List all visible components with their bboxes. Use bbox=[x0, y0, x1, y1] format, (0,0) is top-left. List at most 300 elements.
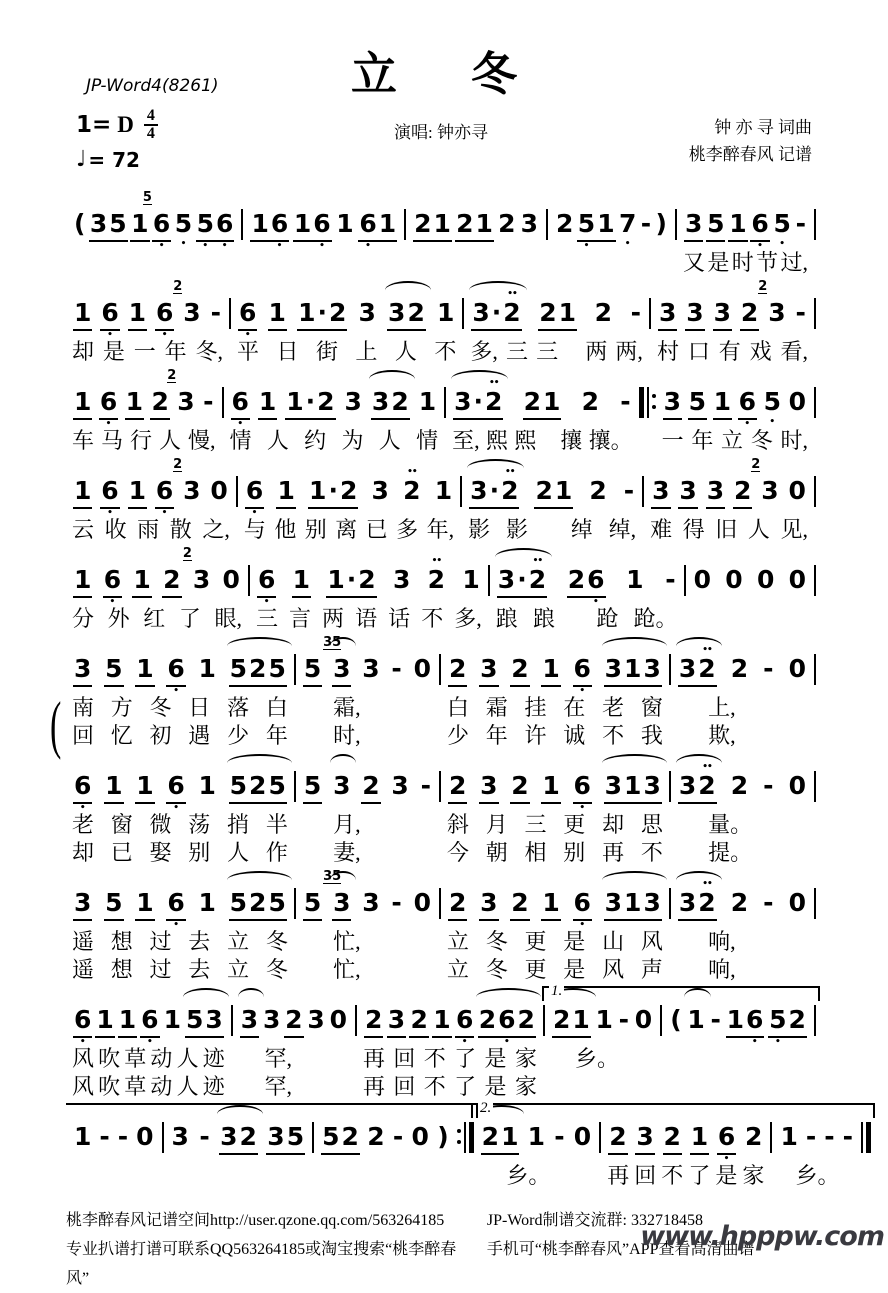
website-watermark: www.hpppw.com bbox=[640, 1221, 884, 1252]
note: 3 · •• 2 bbox=[469, 469, 519, 518]
generator-label: JP-Word4(8261) bbox=[86, 76, 219, 96]
octave-dot-below: • bbox=[107, 508, 113, 518]
footer-left-line1: 桃李醉春风记谱空间http://user.qzone.qq.com/563264185 bbox=[66, 1212, 445, 1229]
lyric-syllable: 霜, bbox=[333, 695, 361, 720]
repeat-end-barline bbox=[457, 1122, 474, 1190]
note: 6 • bbox=[155, 476, 174, 518]
lyric-syllable: 收 bbox=[104, 517, 127, 542]
note: 1 6 • bbox=[251, 209, 289, 251]
measure-notes bbox=[296, 752, 439, 811]
note: 3 bbox=[713, 291, 732, 340]
note: 2 1 bbox=[523, 380, 562, 429]
octave-dot-below: • bbox=[161, 330, 168, 340]
lyric-syllable: 南 bbox=[72, 695, 95, 720]
note: 3 bbox=[73, 647, 92, 696]
lyric-segment bbox=[464, 338, 649, 366]
note: 2 bbox=[589, 476, 607, 505]
lyric-syllable: 遥 bbox=[72, 929, 95, 954]
singer-credit: 演唱: 钟亦寻 bbox=[394, 123, 488, 142]
lyric-segment bbox=[441, 956, 669, 984]
key-signature: 1= bbox=[76, 111, 112, 138]
note: 1 bbox=[95, 998, 114, 1047]
note: 3 bbox=[706, 469, 725, 518]
score-line-1 bbox=[66, 190, 816, 277]
octave-dot-below: • bbox=[757, 241, 763, 251]
slur-arc bbox=[495, 548, 552, 559]
note: 1 bbox=[74, 1122, 92, 1151]
note: 6 • bbox=[245, 476, 264, 518]
measure-notes bbox=[238, 457, 460, 516]
lyric-syllable: 影 bbox=[506, 517, 529, 542]
measure bbox=[66, 869, 294, 984]
measure bbox=[66, 368, 222, 455]
note: 2 bbox=[361, 764, 380, 813]
lyric-syllable: 斜 bbox=[447, 812, 470, 837]
lyric-segment bbox=[250, 605, 488, 633]
note: 0 bbox=[725, 565, 743, 594]
lyric-syllable: 今 bbox=[447, 840, 470, 865]
lyric-syllable: 冬 bbox=[750, 428, 773, 453]
measure-notes bbox=[406, 190, 546, 249]
lyric-syllable: 口 bbox=[687, 339, 710, 364]
measure bbox=[686, 546, 814, 633]
measure-notes bbox=[357, 986, 543, 1045]
note: - bbox=[199, 1122, 210, 1151]
lyric-syllable: 少 bbox=[447, 723, 470, 748]
octave-dot-below: • bbox=[244, 330, 251, 340]
lyric-segment bbox=[66, 694, 294, 722]
octave-dot-below: • bbox=[774, 1037, 781, 1047]
note: 1 bbox=[686, 998, 705, 1045]
octave-dot-below: • bbox=[79, 1037, 86, 1047]
measure-notes bbox=[441, 869, 669, 928]
lyric-syllable: 云 bbox=[72, 517, 95, 542]
octave-dot-below: • bbox=[579, 686, 586, 696]
measure-notes bbox=[224, 368, 445, 427]
note: 2 1 bbox=[413, 202, 452, 251]
measure-notes bbox=[490, 546, 684, 605]
measure bbox=[462, 457, 642, 544]
lyric-syllable: 少 bbox=[227, 723, 250, 748]
lyric-syllable: 更 bbox=[524, 957, 547, 982]
measure-notes bbox=[462, 457, 642, 516]
slur-arc bbox=[183, 988, 229, 999]
lyric-syllable: 回 bbox=[393, 1046, 416, 1071]
lyric-syllable: 至, bbox=[452, 428, 480, 453]
measure-notes bbox=[66, 368, 222, 427]
octave-dot-below: • bbox=[173, 686, 179, 696]
note: 2 bbox=[510, 647, 529, 696]
measure-notes bbox=[296, 635, 439, 694]
note: 1 bbox=[541, 764, 560, 813]
lyric-syllable: 朝 bbox=[485, 840, 508, 865]
lyric-syllable: 上 bbox=[355, 339, 378, 364]
note: 6 • bbox=[141, 1005, 159, 1047]
measure-notes bbox=[671, 752, 814, 811]
lyric-syllable: 捎 bbox=[227, 812, 250, 837]
lyric-syllable: 遇 bbox=[188, 723, 211, 748]
note: 5 bbox=[104, 881, 123, 930]
lyric-syllable: 见, bbox=[780, 517, 808, 542]
octave-dot-below: • bbox=[579, 803, 586, 813]
barline bbox=[814, 654, 816, 750]
lyric-syllable: 再 bbox=[362, 1074, 385, 1099]
lyric-syllable: 是 bbox=[563, 957, 586, 982]
lyric-syllable: 人 bbox=[394, 339, 417, 364]
note: 3 bbox=[362, 888, 380, 917]
lyric-segment bbox=[66, 605, 248, 633]
measure bbox=[671, 635, 814, 750]
note: 3 bbox=[392, 565, 411, 594]
lyric-syllable: 忙, bbox=[333, 957, 361, 982]
quarter-note-icon: ♩ bbox=[76, 147, 87, 172]
score bbox=[50, 190, 853, 1190]
note: 5 • 2 bbox=[769, 1005, 806, 1047]
grace-note: 35 bbox=[323, 869, 342, 884]
lyric-segment bbox=[66, 839, 294, 867]
note: 3 bbox=[387, 998, 406, 1047]
note: 1 · 2 bbox=[326, 558, 376, 607]
note: 6 • bbox=[257, 565, 276, 607]
note: 1 bbox=[436, 298, 455, 327]
note: 6 • bbox=[101, 298, 119, 340]
note: 0 bbox=[573, 1122, 592, 1151]
lyric-syllable: 思 bbox=[640, 812, 663, 837]
lyric-syllable: 家 bbox=[514, 1074, 537, 1099]
lyric-syllable: 三 bbox=[506, 339, 529, 364]
repeat-dots bbox=[457, 1129, 461, 1144]
lyric-segment bbox=[357, 1045, 543, 1073]
lyric-syllable: 情 bbox=[416, 428, 439, 453]
slur-arc bbox=[238, 988, 264, 999]
note: 3 2 bbox=[387, 291, 426, 340]
note: 2 bbox=[150, 380, 169, 429]
octave-dot-below: • bbox=[79, 803, 86, 813]
lyric-syllable: 提。 bbox=[708, 840, 753, 865]
note: 1 bbox=[132, 558, 151, 607]
lyric-syllable: 跄 bbox=[596, 606, 619, 631]
lyric-syllable: 影 bbox=[468, 517, 491, 542]
measure bbox=[296, 752, 439, 867]
lyric-syllable: 戏 bbox=[749, 339, 772, 364]
lyric-syllable: 动 bbox=[150, 1074, 173, 1099]
note: 35 3 bbox=[332, 881, 351, 930]
lyric-syllable: 两, bbox=[615, 339, 643, 364]
lyric-syllable: 作 bbox=[265, 840, 288, 865]
barline bbox=[814, 888, 816, 984]
lyric-syllable: 是 bbox=[715, 1163, 738, 1188]
lyric-syllable: 迹 bbox=[202, 1074, 225, 1099]
note: 1 bbox=[198, 654, 216, 683]
note: - bbox=[710, 1005, 721, 1034]
lyric-syllable: 冬 bbox=[265, 957, 288, 982]
note: 1 bbox=[690, 1115, 709, 1164]
note: 5 2 bbox=[321, 1115, 360, 1164]
octave-dot-above: •• bbox=[507, 289, 517, 299]
score-line-3 bbox=[66, 368, 816, 455]
note: 5 bbox=[706, 202, 725, 251]
lyric-syllable: 约 bbox=[304, 428, 327, 453]
slur-arc bbox=[676, 871, 722, 882]
measure bbox=[677, 190, 814, 277]
note: 3 bbox=[262, 1005, 281, 1034]
lyric-syllable: 月 bbox=[485, 812, 508, 837]
note: 3 bbox=[307, 1005, 325, 1034]
lyric-syllable: 乡。 bbox=[506, 1163, 551, 1188]
octave-dot-below: • bbox=[109, 597, 116, 607]
measure bbox=[490, 546, 684, 633]
note: ( bbox=[670, 1005, 682, 1034]
note: 2 1 bbox=[534, 469, 573, 518]
note: 3 2 bbox=[371, 380, 410, 429]
note: 2 bbox=[448, 881, 467, 930]
lyric-syllable: 有 bbox=[718, 339, 741, 364]
note: 2 3 bbox=[173, 279, 201, 327]
measure bbox=[66, 279, 229, 366]
barline bbox=[814, 565, 816, 633]
lyric-syllable: 旧 bbox=[715, 517, 738, 542]
lyric-syllable: 却 bbox=[72, 339, 95, 364]
lyric-segment bbox=[671, 956, 814, 984]
slur-arc bbox=[602, 637, 667, 648]
lyric-segment bbox=[686, 605, 814, 633]
lyric-segment bbox=[66, 722, 294, 750]
note: 5 • 1 bbox=[577, 209, 615, 251]
lyric-syllable: 难 bbox=[650, 517, 673, 542]
lyric-syllable: 罕, bbox=[264, 1074, 293, 1099]
note: 3 1 3 bbox=[604, 764, 662, 813]
lyric-segment bbox=[296, 956, 439, 984]
measure bbox=[357, 986, 543, 1101]
lyric-segment bbox=[441, 694, 669, 722]
octave-dot-below: • bbox=[276, 241, 283, 251]
lyric-syllable: 家 bbox=[514, 1046, 537, 1071]
measure bbox=[233, 986, 355, 1101]
lyric-segment bbox=[233, 1045, 355, 1073]
measure-notes bbox=[644, 457, 814, 516]
note: 1 bbox=[135, 881, 154, 930]
lyric-syllable: 三 bbox=[255, 606, 278, 631]
composer-line: 钟 亦 寻 词曲 bbox=[714, 118, 812, 137]
note: 0 bbox=[756, 565, 775, 594]
lyric-syllable: 了 bbox=[454, 1046, 477, 1071]
lyric-syllable: 日 bbox=[276, 339, 299, 364]
grace-note: 2 bbox=[173, 457, 183, 472]
note: 0 bbox=[788, 888, 806, 917]
lyric-syllable: 在 bbox=[563, 695, 586, 720]
lyric-syllable: 妻, bbox=[333, 840, 361, 865]
note: 0 bbox=[788, 654, 806, 683]
lyric-segment bbox=[231, 338, 462, 366]
octave-dot-below: • bbox=[173, 920, 179, 930]
note: 1 bbox=[462, 565, 480, 594]
note: 3 bbox=[684, 202, 703, 251]
note: - bbox=[618, 1005, 630, 1034]
lyric-syllable: 上, bbox=[708, 695, 736, 720]
measure-notes bbox=[66, 457, 236, 516]
note: 1 · 2 bbox=[285, 380, 335, 429]
lyric-syllable: 人 bbox=[266, 428, 289, 453]
lyric-syllable: 白 bbox=[265, 695, 288, 720]
lyric-segment bbox=[296, 811, 439, 839]
note: - bbox=[391, 654, 402, 683]
note: - bbox=[640, 209, 652, 238]
lyric-syllable: 老 bbox=[602, 695, 625, 720]
lyric-segment bbox=[662, 1073, 814, 1101]
lyric-segment bbox=[671, 839, 814, 867]
note: 1 bbox=[125, 380, 144, 429]
lyric-syllable: 娶 bbox=[149, 840, 172, 865]
lyric-syllable: 不 bbox=[434, 339, 457, 364]
measure-notes bbox=[296, 869, 439, 928]
note: 1 bbox=[336, 209, 354, 238]
lyric-syllable: 日 bbox=[188, 695, 211, 720]
note: - bbox=[805, 1122, 817, 1151]
octave-dot-below: • bbox=[461, 1037, 468, 1047]
slur-arc bbox=[330, 754, 356, 765]
note: 2 bbox=[367, 1122, 385, 1151]
note: •• 2 bbox=[427, 556, 446, 594]
slur-arc bbox=[469, 281, 526, 292]
footer-left-line2: 专业扒谱打谱可联系QQ563264185或淘宝搜索“桃李醉春风” bbox=[66, 1241, 457, 1287]
lyric-syllable: 时, bbox=[333, 723, 361, 748]
lyric-syllable: 去 bbox=[188, 929, 211, 954]
lyric-syllable: 家 bbox=[742, 1163, 765, 1188]
octave-dot-above: •• bbox=[702, 879, 712, 889]
grace-note: 2 bbox=[173, 279, 183, 294]
note: 6 • bbox=[455, 1005, 474, 1047]
lyric-syllable: 年 bbox=[265, 723, 288, 748]
lyric-syllable: 立 bbox=[447, 957, 470, 982]
lyric-syllable: 已 bbox=[110, 840, 133, 865]
lyric-syllable: 立 bbox=[227, 957, 250, 982]
note: 2 1 bbox=[552, 998, 591, 1047]
lyric-syllable: 不 bbox=[423, 1074, 446, 1099]
lyric-syllable: 人 bbox=[176, 1074, 199, 1099]
note: 2 3 bbox=[173, 457, 201, 505]
measure-notes bbox=[66, 546, 248, 605]
lyric-segment bbox=[406, 249, 546, 277]
lyric-syllable: 是 bbox=[484, 1074, 507, 1099]
octave-dot-above: •• bbox=[488, 378, 499, 388]
lyric-syllable: 风 bbox=[602, 957, 625, 982]
note: 2 bbox=[594, 298, 613, 327]
note: - bbox=[203, 387, 214, 416]
note: 1 bbox=[527, 1122, 546, 1151]
measure-notes bbox=[66, 986, 231, 1045]
lyric-syllable: 与 bbox=[243, 517, 266, 542]
measure bbox=[66, 752, 294, 867]
note: 3 · •• 2 bbox=[471, 291, 521, 340]
lyric-syllable: 我 bbox=[640, 723, 663, 748]
measure bbox=[671, 752, 814, 867]
lyric-segment bbox=[490, 605, 684, 633]
measure bbox=[406, 190, 546, 277]
lyric-syllable: 冬, bbox=[195, 339, 224, 364]
measure bbox=[66, 190, 241, 277]
key-tempo-block bbox=[76, 108, 158, 172]
lyric-syllable: 时, bbox=[780, 428, 808, 453]
lyric-syllable: 诚 bbox=[563, 723, 586, 748]
measure-notes bbox=[441, 752, 669, 811]
lyric-syllable: 再 bbox=[362, 1046, 385, 1071]
note: 3 •• 2 bbox=[678, 764, 717, 813]
repeat-start-barline bbox=[639, 387, 656, 455]
lyric-syllable: 声 bbox=[640, 957, 663, 982]
note: 2 3 bbox=[167, 368, 195, 416]
note: - bbox=[665, 565, 676, 594]
octave-dot-below: • bbox=[161, 508, 168, 518]
note: 3 1 3 bbox=[604, 647, 662, 696]
grace-note: 2 bbox=[167, 368, 177, 383]
volta-bracket bbox=[66, 1103, 478, 1118]
note: 2 1 bbox=[481, 1115, 520, 1164]
lyric-segment bbox=[296, 722, 439, 750]
measure bbox=[243, 190, 404, 277]
note: 2 3 bbox=[182, 546, 211, 594]
slur-arc bbox=[385, 281, 431, 292]
measure bbox=[238, 457, 460, 544]
measure-notes bbox=[677, 190, 814, 249]
volta-bracket bbox=[542, 983, 820, 1001]
measure-notes bbox=[231, 279, 462, 338]
measure bbox=[548, 190, 675, 277]
lyric-syllable bbox=[566, 339, 577, 366]
lyric-segment bbox=[66, 516, 236, 544]
lyric-syllable: 人 bbox=[747, 517, 770, 542]
slur-arc bbox=[467, 459, 524, 470]
lyric-syllable: 荡 bbox=[188, 812, 211, 837]
note: 2 bbox=[364, 998, 383, 1047]
octave-dot-below: • bbox=[583, 241, 590, 251]
octave-dot-above: •• bbox=[532, 556, 543, 566]
note: 0 bbox=[413, 654, 431, 683]
score-line-4 bbox=[66, 457, 816, 544]
octave-dot-above: •• bbox=[702, 645, 712, 655]
note: 2 bbox=[745, 1122, 763, 1151]
lyric-syllable: 再 bbox=[602, 840, 625, 865]
measure-notes bbox=[656, 368, 814, 427]
lyric-syllable: 情 bbox=[229, 428, 252, 453]
measure-notes bbox=[66, 279, 229, 338]
lyric-syllable: 忙, bbox=[333, 929, 361, 954]
note: 5 bbox=[303, 764, 322, 813]
lyric-syllable: 回 bbox=[393, 1074, 416, 1099]
lyric-syllable: 年 bbox=[691, 428, 714, 453]
lyric-syllable: 半 bbox=[265, 812, 288, 837]
lyric-syllable: 罕, bbox=[264, 1046, 293, 1071]
lyric-syllable: 不 bbox=[421, 606, 444, 631]
footer-right-line2: 手机可“桃李醉春风”APP查看高清曲谱 bbox=[486, 1241, 755, 1258]
note: - bbox=[99, 1122, 110, 1151]
note: 0 bbox=[329, 1005, 347, 1034]
lyric-segment bbox=[677, 249, 814, 277]
note: 2 bbox=[409, 998, 428, 1047]
note: 1 bbox=[541, 647, 560, 696]
note: 5 • bbox=[174, 209, 193, 249]
lyric-syllable: 冬 bbox=[265, 929, 288, 954]
measure-notes bbox=[66, 752, 294, 811]
lyric-syllable: 立 bbox=[721, 428, 744, 453]
measure-notes bbox=[686, 546, 814, 605]
lyric-segment bbox=[296, 839, 439, 867]
measure bbox=[651, 279, 814, 366]
note: 2 1 bbox=[455, 202, 494, 251]
lyric-syllable: 欺, bbox=[708, 723, 736, 748]
note: 5 bbox=[104, 647, 123, 696]
key-letter: D bbox=[117, 111, 134, 137]
lyric-syllable: 窗 bbox=[640, 695, 663, 720]
